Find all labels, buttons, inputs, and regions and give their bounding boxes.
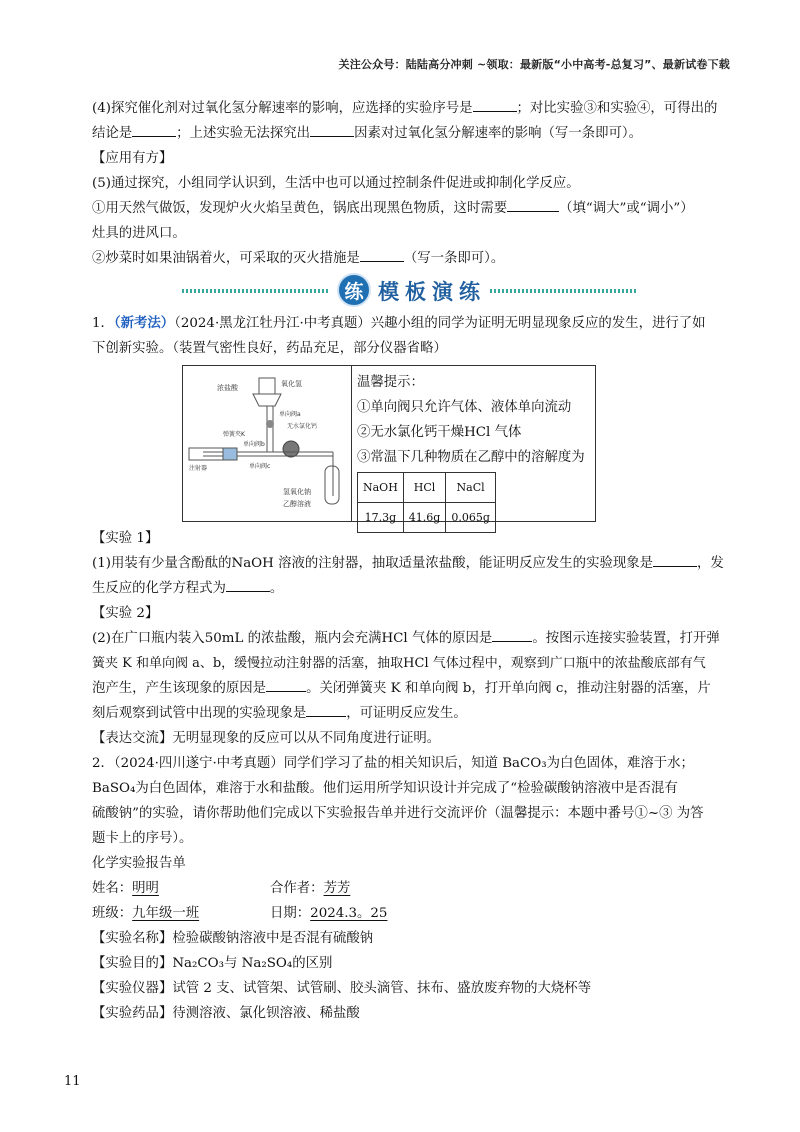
experiment-figure xyxy=(182,365,596,522)
apparatus-diagram xyxy=(183,366,352,521)
problem-2-line-4: 题卡上的序号）。 xyxy=(92,831,193,846)
answer-blank[interactable] xyxy=(266,677,306,692)
question-2-line-3: 泡产生，产生该现象的原因是 。关闭弹簧夹 K 和单向阀 b，打开单向阀 c，推动注射器的活塞，片 xyxy=(92,676,732,701)
tip-2: ②无水氯化钙干燥HCl 气体 xyxy=(357,425,522,440)
banner-rule-left xyxy=(182,289,330,293)
label-valve-a: 单向阀a xyxy=(279,411,301,418)
banner-title: 模板演练 xyxy=(378,280,486,304)
report-title: 化学实验报告单 xyxy=(92,856,186,871)
problem-1-line-1: 1．（新考法）（2024·黑龙江牡丹江·中考真题）兴趣小组的同学为证明无明显现象反应的发生，进行了如 xyxy=(92,315,706,331)
answer-blank[interactable] xyxy=(306,702,346,717)
question-5-item-1-cont: 灶具的进风口。 xyxy=(92,226,186,241)
label-ethanol: 乙醇溶液 xyxy=(283,500,311,508)
question-2-line-4: 刻后观察到试管中出现的实验现象是 ，可证明反应发生。 xyxy=(92,701,732,726)
name-value: 明明 xyxy=(132,881,159,896)
report-class-row: 班级：九年级一班 日期：2024.3。25 xyxy=(92,906,388,921)
table-cell: 41.6g xyxy=(403,503,446,533)
class-value: 九年级一班 xyxy=(132,906,200,921)
experiment-name: 【实验名称】检验碳酸钠溶液中是否混有硫酸钠 xyxy=(92,931,374,946)
page-header: 关注公众号：陆陆高分冲刺 ~领取：最新版“小中高考-总复习”、最新试卷下载 xyxy=(338,58,730,71)
question-1-line-1: (1)用装有少量含酚酞的NaOH 溶液的注射器，抽取适量浓盐酸，能证明反应发生的实验现象是 ，发 xyxy=(92,551,732,576)
label-naoh: 氢氧化钠 xyxy=(283,488,311,496)
apparatus-drawing xyxy=(183,366,351,521)
question-5-intro: (5)通过探究，小组同学认识到，生活中也可以通过控制条件促进或抑制化学反应。 xyxy=(92,176,580,191)
label-valve-b: 单向阀b xyxy=(243,441,265,448)
problem-1-line-2: 下创新实验。（装置气密性良好，药品充足，部分仪器省略） xyxy=(92,341,447,356)
experiment-instruments: 【实验仪器】试管 2 支、试管架、试管刷、胶头滴管、抹布、盛放废弃物的大烧杯等 xyxy=(92,981,592,996)
answer-blank[interactable] xyxy=(360,247,404,262)
banner-rule-right xyxy=(490,289,638,293)
summary-line: 【表达交流】无明显现象的反应可以从不同角度进行证明。 xyxy=(92,731,441,746)
page-number: 11 xyxy=(64,1074,81,1089)
answer-blank[interactable] xyxy=(653,552,697,567)
label-spring: 弹簧夹K xyxy=(223,431,245,438)
tip-3: ③常温下几种物质在乙醇中的溶解度为 xyxy=(357,450,585,465)
table-cell: 17.3g xyxy=(358,503,404,533)
experiment-1-heading: 【实验 1】 xyxy=(92,531,159,546)
tip-1: ①单向阀只允许气体、液体单向流动 xyxy=(357,400,572,415)
answer-blank[interactable] xyxy=(507,197,559,212)
apply-heading: 【应用有方】 xyxy=(92,151,173,166)
table-header: NaCl xyxy=(446,473,496,503)
question-5-item-1: ①用天然气做饭，发现炉火火焰呈黄色，锅底出现黑色物质，这时需要 （填“调大”或“调小”） xyxy=(92,196,732,221)
date-value: 2024.3。25 xyxy=(310,906,388,921)
table-header: NaOH xyxy=(358,473,404,503)
problem-2-line-1: 2．（2024·四川遂宁·中考真题）同学们学习了盐的相关知识后，知道 BaCO₃为白色固体，难溶于水； xyxy=(92,756,694,771)
solubility-table xyxy=(357,472,496,533)
experiment-reagents: 【实验药品】待测溶液、氯化钡溶液、稀盐酸 xyxy=(92,1006,360,1021)
new-method-tag: （新考法） xyxy=(113,315,175,331)
label-acid: 浓盐酸 xyxy=(217,384,238,392)
report-name-row: 姓名：明明 合作者：芳芳 xyxy=(92,881,351,896)
banner-badge: 练 xyxy=(337,273,371,307)
document-body xyxy=(92,96,732,1026)
label-valve-c: 单向阀c xyxy=(249,463,271,470)
problem-2-line-2: BaSO₄为白色固体，难溶于水和盐酸。他们运用所学知识设计并完成了“检验碳酸钠溶液中是否混有 xyxy=(92,781,678,796)
table-cell: 0.065g xyxy=(446,503,496,533)
section-banner xyxy=(92,273,732,307)
answer-blank[interactable] xyxy=(492,627,532,642)
answer-blank[interactable] xyxy=(226,577,270,592)
tips-box xyxy=(357,370,585,533)
table-header: HCl xyxy=(403,473,446,503)
answer-blank[interactable] xyxy=(473,97,517,112)
label-h2o2: 氧化氢 xyxy=(281,380,302,388)
question-2-line-1: (2)在广口瓶内装入50mL 的浓盐酸，瓶内会充满HCl 气体的原因是 。按图示连接实验装置，打开弹 xyxy=(92,626,732,651)
label-cacl2: 无水氯化钙 xyxy=(287,423,318,430)
question-5-item-2: ②炒菜时如果油锅着火，可采取的灭火措施是 （写一条即可）。 xyxy=(92,246,732,271)
answer-blank[interactable] xyxy=(132,122,176,137)
experiment-goal: 【实验目的】Na₂CO₃与 Na₂SO₄的区别 xyxy=(92,956,333,971)
label-syringe: 注射器 xyxy=(189,465,208,472)
question-4-line-1: (4)探究催化剂对过氧化氢分解速率的影响，应选择的实验序号是 ；对比实验③和实验④，可得出的 xyxy=(92,96,732,121)
question-2-line-2: 簧夹 K 和单向阀 a、b，缓慢拉动注射器的活塞，抽取HCl 气体过程中，观察到广口瓶中的浓盐酸底部有气 xyxy=(92,656,706,671)
question-4-line-2: 结论是 ；上述实验无法探究出 因素对过氧化氢分解速率的影响（写一条即可）。 xyxy=(92,121,732,146)
tips-title: 温馨提示： xyxy=(357,375,424,390)
answer-blank[interactable] xyxy=(310,122,354,137)
partner-value: 芳芳 xyxy=(323,881,351,896)
problem-2-line-3: 硫酸钠”的实验，请你帮助他们完成以下实验报告单并进行交流评价（温馨提示：本题中番号①~③ 为答 xyxy=(92,806,704,821)
experiment-2-heading: 【实验 2】 xyxy=(92,606,159,621)
question-1-line-2: 生反应的化学方程式为 。 xyxy=(92,576,732,601)
